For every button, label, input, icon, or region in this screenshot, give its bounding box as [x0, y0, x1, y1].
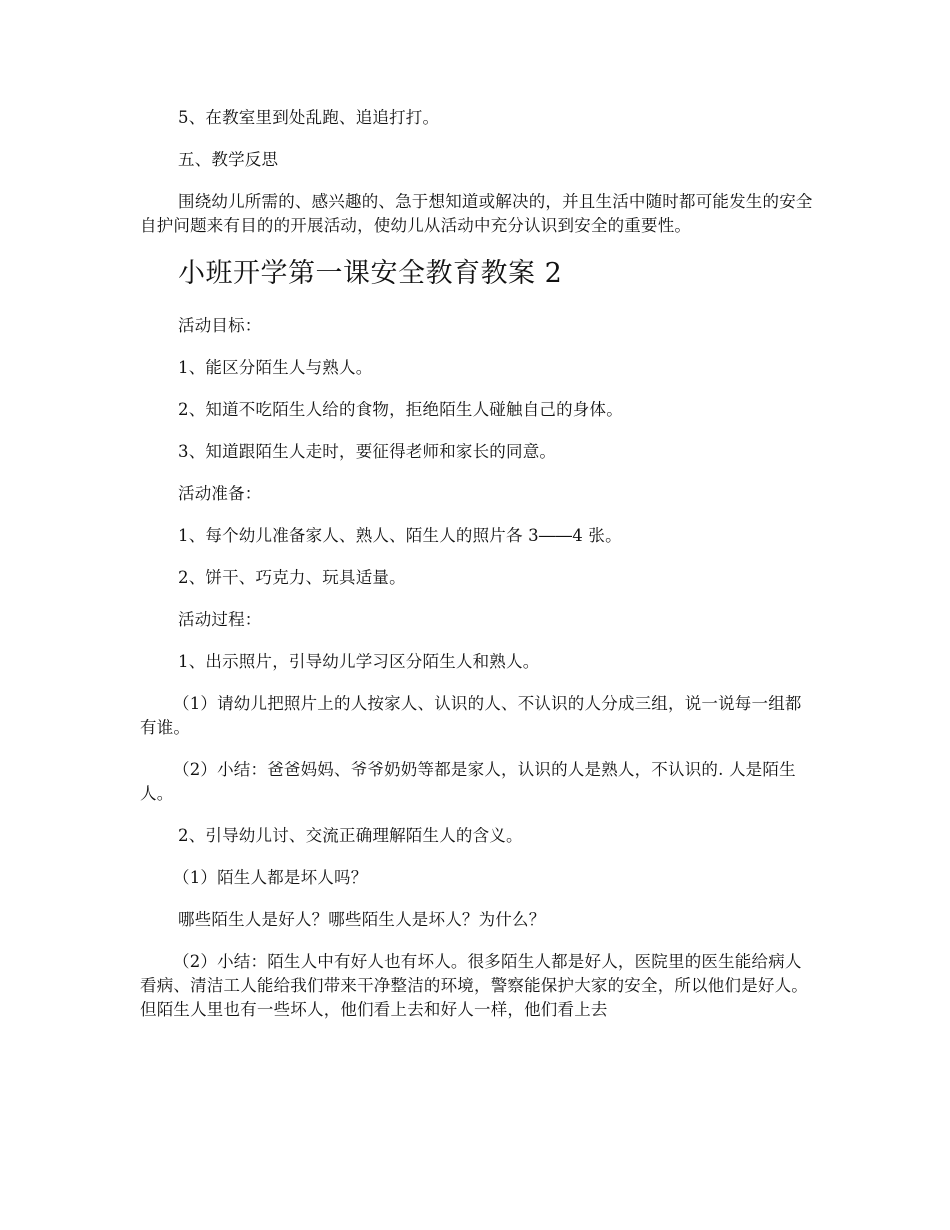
preparation-item-1: 1、每个幼儿准备家人、熟人、陌生人的照片各 3――4 张。 [178, 526, 622, 545]
process-step-2-sub-1: （1）陌生人都是坏人吗？ [173, 868, 368, 887]
document-page [140, 106, 815, 1040]
paragraph-item-5: 5、在教室里到处乱跑、追追打打。 [178, 108, 440, 127]
goal-item-2: 2、知道不吃陌生人给的食物，拒绝陌生人碰触自己的身体。 [178, 400, 623, 419]
label-activity-goals: 活动目标： [178, 316, 262, 335]
process-step-1-sub-2: （2）小结：爸爸妈妈、爷爷奶奶等都是家人，认识的人是熟人，不认识的. 人是陌生人。 [140, 760, 796, 803]
goal-item-3: 3、知道跟陌生人走时，要征得老师和家长的同意。 [178, 442, 557, 461]
label-activity-preparation: 活动准备： [178, 484, 262, 503]
lesson-heading: 小班开学第一课安全教育教案 2 [178, 258, 563, 289]
section-title-reflection: 五、教学反思 [178, 150, 279, 169]
process-step-2: 2、引导幼儿讨、交流正确理解陌生人的含义。 [178, 826, 523, 845]
paragraph-reflection: 围绕幼儿所需的、感兴趣的、急于想知道或解决的，并且生活中随时都可能发生的安全自护问题来有目的的开展活动，使幼儿从活动中充分认识到安全的重要性。 [140, 192, 813, 235]
process-step-2-question: 哪些陌生人是好人？哪些陌生人是坏人？为什么？ [178, 910, 546, 929]
goal-item-1: 1、能区分陌生人与熟人。 [178, 358, 373, 377]
process-step-1: 1、出示照片，引导幼儿学习区分陌生人和熟人。 [178, 652, 540, 671]
process-step-1-sub-1: （1）请幼儿把照片上的人按家人、认识的人、不认识的人分成三组，说一说每一组都有谁。 [140, 694, 802, 737]
label-activity-process: 活动过程： [178, 610, 262, 629]
preparation-item-2: 2、饼干、巧克力、玩具适量。 [178, 568, 406, 587]
process-step-2-sub-2: （2）小结：陌生人中有好人也有坏人。很多陌生人都是好人，医院里的医生能给病人看病、清洁工人能给我们带来干净整洁的环境，警察能保护大家的安全，所以他们是好人。但陌生人里也有一些坏人，他们看上去和好人一样，他们看上去 [140, 952, 808, 1019]
